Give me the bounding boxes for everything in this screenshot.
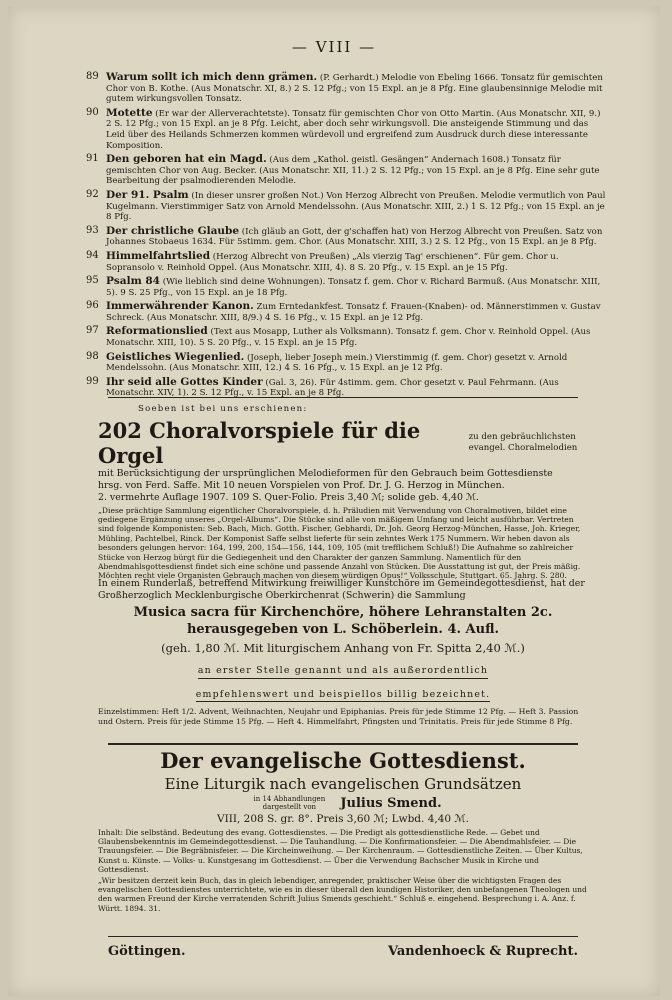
- advert-headline: Der evangelische Gottesdienst.: [160, 748, 526, 773]
- entry-text: (Text aus Mosapp, Luther als Volksmann). Tonsatz f. gem. Chor v. Reinhold Oppel. (Aus Monatschr. XIII, 10). 5 S. 20 Pfg., v. 15 Expl. an je 15 Pfg.: [106, 327, 591, 349]
- advert-line1: mit Berücksichtigung der ursprünglichen Melodieformen für den Gebrauch beim Gottesdienste: [98, 467, 553, 479]
- advert-line3: 2. vermehrte Auflage 1907. 109 S. Quer-Folio. Preis 3,40 ℳ; solide geb. 4,40 ℳ.: [98, 491, 479, 503]
- entry-number: 95: [86, 275, 99, 287]
- advert-musica-sacra: [98, 578, 588, 727]
- advert-voices: Einzelstimmen: Heft 1/2. Advent, Weihnachten, Neujahr und Epiphanias. Preis für jede Stimme 12 Pfg. — Heft 3. Passion und Ostern. Preis für jede Stimme 15 Pfg. — Heft 4. Himmelfahrt, Pfingsten und Trinitatis. Preis für jede Stimme 8 Pfg.: [98, 707, 579, 727]
- entry-title: Motette: [106, 106, 153, 119]
- entry-number: 92: [86, 188, 99, 200]
- entry-title: Geistliches Wiegenlied.: [106, 350, 245, 363]
- entry-title: Der 91. Psalm: [106, 188, 189, 201]
- list-item: [86, 251, 606, 273]
- entry-number: 94: [86, 249, 99, 261]
- entry-text: (P. Gerhardt.) Melodie von Ebeling 1666. Tonsatz für gemischten Chor von B. Kothe. (Aus Monatschr. XI, 8.) 2 S. 12 Pfg.; von 15 Expl. an je 8 Pfg. Eine glaubensinnige Melodie mit gutem wirkungsvollen Tonsatz.: [106, 73, 603, 105]
- advert-price: VIII, 208 S. gr. 8°. Preis 3,60 ℳ; Lwbd. 4,40 ℳ.: [216, 813, 469, 825]
- entry-title: Der christliche Glaube: [106, 224, 240, 237]
- entry-number: 91: [86, 153, 99, 165]
- advert-headline: 202 Choralvorspiele für die Orgel: [98, 417, 421, 468]
- entry-title: Den geboren hat ein Magd.: [106, 153, 267, 166]
- advert-choralvorspiele: [98, 404, 588, 581]
- advert-intro: Soeben ist bei uns erschienen:: [138, 404, 308, 414]
- list-item: [86, 154, 606, 187]
- list-item: [86, 226, 606, 248]
- entry-number: 99: [86, 375, 99, 387]
- entry-text: (In dieser unsrer großen Not.) Von Herzog Albrecht von Preußen. Melodie vermutlich von Paul Kugelmann. Vierstimmiger Satz von Arnold Mendelssohn. (Aus Monatschr. XIII, 2.) 1 S. 12 Pfg.; von 15 Expl. an je 8 Pfg.: [106, 190, 606, 223]
- entry-title: Psalm 84: [106, 275, 160, 288]
- entry-text: (Gal. 3, 26). Für 4stimm. gem. Chor gesetzt v. Paul Fehrmann. (Aus Monatschr. XIV, 1). 2 S. 12 Pfg., v. 15 Expl. an je 8 Pfg.: [106, 377, 559, 399]
- advert-by-line: in 14 Abhandlungen dargestellt von: [253, 795, 326, 811]
- advert-title2: herausgegeben von L. Schöberlein. 4. Aufl.: [186, 622, 500, 637]
- list-item: [86, 72, 606, 105]
- advert-line2: hrsg. von Ferd. Saffe. Mit 10 neuen Vorspielen von Prof. Dr. J. G. Herzog in München.: [98, 479, 505, 491]
- entry-title: Ihr seid alle Gottes Kinder: [106, 375, 263, 388]
- entry-title: Warum sollt ich mich denn grämen.: [106, 71, 318, 83]
- entry-text: (Aus dem „Kathol. geistl. Gesängen“ Andernach 1608.) Tonsatz für gemischten Chor von Aug. Becker. (Aus Monatschr. XII, 11.) 2 S. 12 Pfg.; von 15 Expl. an je 8 Pfg. Eine sehr gute Bearbeitung der psalmodierenden Melodie.: [106, 155, 600, 187]
- divider: [108, 936, 578, 937]
- list-item: [86, 301, 606, 323]
- entry-text: (Joseph, lieber Joseph mein.) Vierstimmig (f. gem. Chor) gesetzt v. Arnold Mendelssohn. (Aus Monatschr. XIII, 12.) 4 S. 16 Pfg., v. 15 Expl. an je 12 Pfg.: [106, 352, 568, 374]
- list-item: [86, 377, 606, 399]
- footer-publisher: Vandenhoeck & Ruprecht.: [387, 944, 578, 959]
- list-item: [86, 108, 606, 151]
- advert-gottesdienst: [98, 748, 588, 913]
- advert-review: [98, 876, 588, 913]
- review-source: Volksschule, Stuttgart. 65. Jahrg. S. 280.: [409, 571, 567, 581]
- list-item: [86, 190, 606, 223]
- entry-text: (Herzog Albrecht von Preußen) „Als vierzig Tag' erschienen“. Für gem. Chor u. Sopransolo v. Reinhold Oppel. (Aus Monatschr. XIII, 4). 8 S. 20 Pfg., v. 15 Expl. an je 15 Pfg.: [106, 251, 559, 273]
- advert-intro: In einem Runderlaß, betreffend Mitwirkung freiwilliger Kunstchöre im Gemeindegottesdienst, hat der Großherzoglich Mecklenburgische Oberkirchenrat (Schwerin) die Sammlung: [98, 578, 585, 601]
- advert-price: (geh. 1,80 ℳ. Mit liturgischem Anhang von Fr. Spitta 2,40 ℳ.): [161, 641, 525, 655]
- entry-text: (Wie lieblich sind deine Wohnungen). Tonsatz f. gem. Chor v. Richard Barmuß. (Aus Monatschr. XIII, 5). 9 S. 25 Pfg., von 15 Expl. an je 18 Pfg.: [106, 277, 601, 298]
- advert-recommendation-1: an erster Stelle genannt und als außerordentlich: [198, 666, 488, 679]
- entry-title: Himmelfahrtslied: [106, 249, 211, 262]
- advert-review: [98, 506, 588, 581]
- entry-title: Reformationslied: [106, 325, 208, 338]
- entry-text: Zum Erntedankfest. Tonsatz f. Frauen-(Knaben)- od. Männerstimmen v. Gustav Schreck. (Aus Monatschr. XIII, 8/9.) 4 S. 16 Pfg., v. 15 Expl. an je 12 Pfg.: [106, 302, 601, 323]
- advert-headline-side: zu den gebräuchlichsten evangel. Choralmelodien: [468, 432, 578, 453]
- list-item: [86, 352, 606, 374]
- entry-text: (Ich gläub an Gott, der g'schaffen hat) von Herzog Albrecht von Preußen. Satz von Johannes Stobaeus 1634. Für 5stimm. gem. Chor. (Aus Monatschr. XIII, 3.) 2 S. 12 Pfg., von 15 Expl. an je 8 Pfg.: [106, 226, 603, 248]
- list-item: [86, 276, 606, 298]
- advert-contents: Inhalt: Die selbständ. Bedeutung des evang. Gottesdienstes. — Die Predigt als gottesdienstliche Rede. — Gebet und Glaubensbekenntnis im Gemeindegottesdienst. — Die Tauhandlung. — Die Konfirmationsfeier. — Die Abendmahlsfeier. — Die Trauungsfeier. — Die Begräbnisfeier. — Die Kircheinweihung. — Der Kirchenraum. — Gottesdienstliche Zeiten. — Über Kultus, Kunst u. Künste. — Volks- u. Kunstgesang im Gottesdienst. — Über die Verwendung Bachscher Musik in Kirche und Gottesdienst.: [98, 828, 583, 874]
- entry-number: 96: [86, 300, 99, 312]
- entry-list: [86, 72, 606, 402]
- entry-title: Immerwährender Kanon.: [106, 300, 254, 313]
- review-text: „Diese prächtige Sammlung eigentlicher Choralvorspiele, d. h. Präludien mit Verwendung von Choralmotiven, bildet eine gediegene Ergänzung unseres „Orgel-Albums“. Die Stücke sind alle von mäßigem Umfang und leicht ausführbar. Vertreten sind folgende Komponisten: Seb. Bach, Mich. Gotth. Fischer, Gebhardi, Dr. Joh. Georg Herzog-München, Hasse, Joh. Krieger, Mühling, Pachtelbel, Rinck. Der Komponist Saffe selbst lieferte für sein zehntes Werk 175 Nummern. Wir heben davon als besonders gelungen hervor: 164, 199, 200, 154—156, 144, 109, 105 (mit trefflichem Schluß!) Die Aufnahme so zahlreicher Stücke von Herzog bürgt für die Gediegenheit und den Charakter der ganzen Sammlung. Namentlich für den Abendmahlsgottesdienst findet sich eine schöne und passende Anzahl von Stücken. Die Ausstattung ist gut, der Preis mäßig. Möchten recht viele Organisten Gebrauch machen von diesem würdigen Opus!“: [98, 505, 581, 581]
- entry-number: 90: [86, 106, 99, 118]
- advert-recommendation-2: empfehlenswert und beispiellos billig bezeichnet.: [196, 690, 491, 703]
- divider: [108, 743, 578, 745]
- entry-number: 89: [86, 71, 99, 82]
- document-page: [8, 6, 660, 996]
- advert-subtitle: Eine Liturgik nach evangelischen Grundsätzen: [164, 775, 522, 793]
- review-source: Schluß e. eingehend. Besprechung i. A. Anz. f. Württ. 1894. 31.: [98, 894, 576, 913]
- footer-place: Göttingen.: [108, 944, 186, 959]
- publisher-footer: [108, 944, 578, 959]
- list-item: [86, 326, 606, 348]
- review-text: „Wir besitzen derzeit kein Buch, das in gleich lebendiger, anregender, praktischer Weise über die wichtigsten Fragen des evangelischen Gottesdienstes unterrichtete, wie es in dieser überall den kundigen Historiker, den unbefangenen Theologen und den warmen Freund der Kirche verratenden Schrift Julius Smends geschieht.“: [98, 876, 587, 904]
- advert-author: Julius Smend.: [340, 795, 442, 811]
- entry-number: 97: [86, 325, 99, 337]
- entry-number: 93: [86, 224, 99, 236]
- entry-number: 98: [86, 350, 99, 362]
- page-number: — VIII —: [291, 38, 377, 56]
- entry-text: (Er war der Allerverachtetste). Tonsatz für gemischten Chor von Otto Martin. (Aus Monatschr. XII, 9.) 2 S. 12 Pfg.; von 15 Expl. an je 8 Pfg. Leicht, aber doch sehr wirkungsvoll. Die ansteigende Stimmung und das Leid über des Heilands Schmerzen kommen würdevoll und ergreifend zum Ausdruck durch diese interessante Komposition.: [106, 108, 601, 151]
- divider: [108, 397, 578, 398]
- advert-title1: Musica sacra für Kirchenchöre, höhere Lehranstalten 2c.: [133, 605, 553, 620]
